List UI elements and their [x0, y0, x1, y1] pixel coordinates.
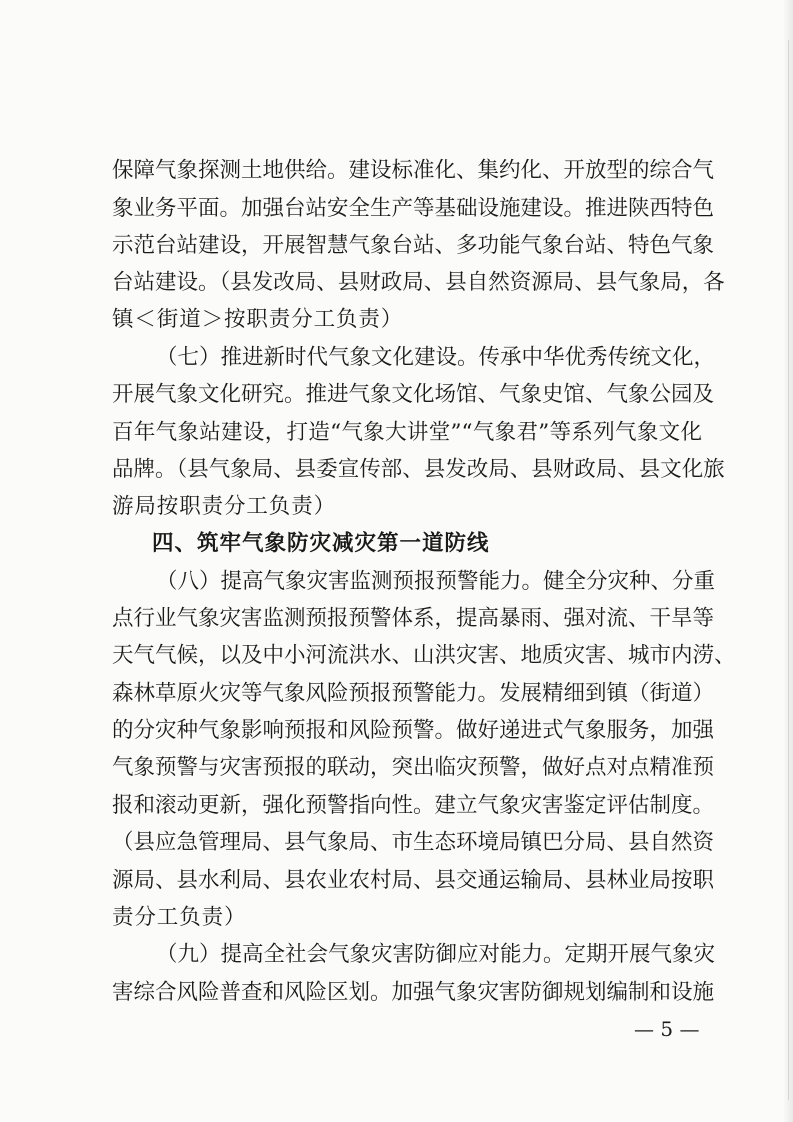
paragraph-line: 报和滚动更新，强化预警指向性。建立气象灾害鉴定评估制度。 — [112, 793, 715, 818]
paragraph-line: 镇＜街道＞按职责分工负责） — [112, 307, 404, 332]
paragraph-line: （七）推进新时代气象文化建设。传承中华优秀传统文化， — [156, 345, 716, 370]
paragraph-line: 示范台站建设，开展智慧气象台站、多功能气象台站、特色气象 — [112, 233, 715, 258]
paragraph-line: 森林草原火灾等气象风险预报预警能力。发展精细到镇（街道） — [112, 681, 715, 706]
paragraph-line: 台站建设。（县发改局、县财政局、县自然资源局、县气象局，各 — [112, 270, 725, 295]
paragraph-line: 游局按职责分工负责） — [112, 494, 337, 519]
paragraph-line: 天气气候，以及中小河流洪水、山洪灾害、地质灾害、城市内涝、 — [112, 643, 736, 668]
paragraph-line: 点行业气象灾害监测预报预警体系，提高暴雨、强对流、干旱等 — [112, 606, 715, 631]
paragraph-line: 源局、县水利局、县农业农村局、县交通运输局、县林业局按职 — [112, 868, 715, 893]
paragraph-line: 的分灾种气象影响预报和风险预警。做好递进式气象服务，加强 — [112, 718, 715, 743]
paragraph-line: （县应急管理局、县气象局、市生态环境局镇巴分局、县自然资 — [112, 830, 715, 855]
paragraph-line: 害综合风险普查和风险区划。加强气象灾害防御规划编制和设施 — [112, 980, 715, 1005]
paragraph-line: 品牌。（县气象局、县委宣传部、县发改局、县财政局、县文化旅 — [112, 457, 725, 482]
paragraph-line: 保障气象探测土地供给。建设标准化、集约化、开放型的综合气 — [112, 158, 715, 183]
paragraph-line: 百年气象站建设，打造“气象大讲堂”“气象君”等系列气象文化 — [112, 420, 702, 445]
paragraph-line: 开展气象文化研究。推进气象文化场馆、气象史馆、气象公园及 — [112, 382, 715, 407]
page-number: — 5 — — [634, 1017, 700, 1041]
paragraph-line: 象业务平面。加强台站安全生产等基础设施建设。推进陕西特色 — [112, 196, 715, 221]
paragraph-line: 气象预警与灾害预报的联动，突出临灾预警，做好点对点精准预 — [112, 755, 715, 780]
page-edge-line — [788, 40, 789, 1100]
section-heading: 四、筑牢气象防灾减灾第一道防线 — [152, 531, 490, 556]
paragraph-line: （八）提高气象灾害监测预报预警能力。健全分灾种、分重 — [156, 569, 716, 594]
paragraph-line: 责分工负责） — [112, 905, 247, 930]
paragraph-line: （九）提高全社会气象灾害防御应对能力。定期开展气象灾 — [156, 942, 716, 967]
